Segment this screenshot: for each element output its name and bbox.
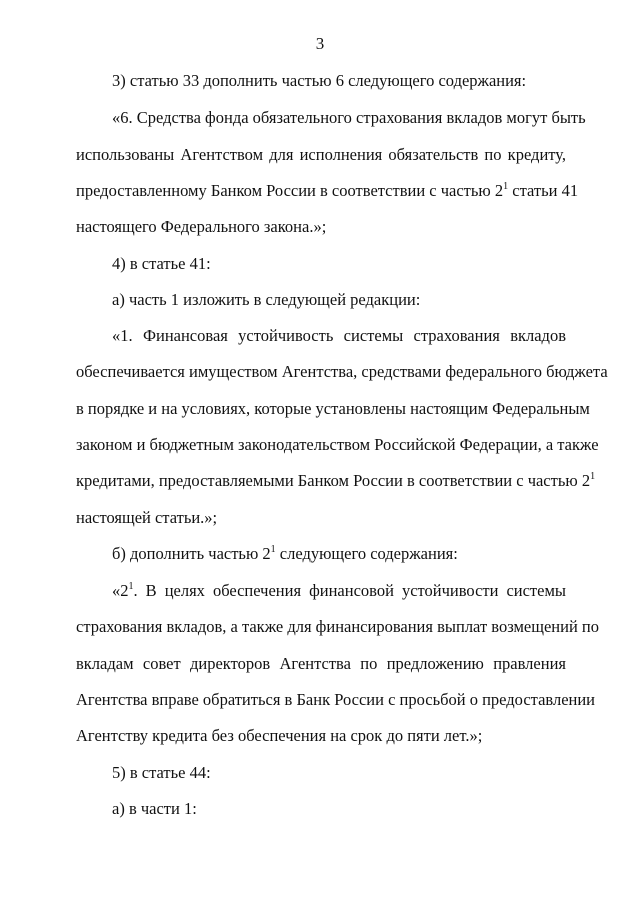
paragraph-line: настоящего Федерального закона.»;	[76, 217, 327, 236]
page-number: 3	[315, 34, 325, 53]
paragraph-line: 4) в статье 41:	[112, 254, 211, 273]
paragraph-line	[76, 471, 596, 491]
paragraph-line	[112, 581, 566, 601]
paragraph-line	[76, 181, 579, 201]
line-text: предоставленному Банком России в соответствии с частью 2	[76, 181, 504, 200]
line-text: статьи 41	[508, 181, 579, 200]
paragraph-line: настоящей статьи.»;	[76, 508, 218, 527]
line-text: б) дополнить частью 2	[112, 544, 271, 563]
superscript: 1	[128, 581, 134, 592]
line-text: кредитами, предоставляемыми Банком России в соответствии с частью 2	[76, 471, 591, 490]
paragraph-line: в порядке и на условиях, которые установлены настоящим Федеральным	[76, 399, 590, 418]
paragraph-line: вкладам совет директоров Агентства по предложению правления	[76, 654, 566, 673]
paragraph-line: Агентства вправе обратиться в Банк России с просьбой о предоставлении	[76, 690, 596, 709]
paragraph-line: 5) в статье 44:	[112, 763, 211, 782]
line-text: «2	[112, 581, 129, 600]
paragraph-line: обеспечивается имуществом Агентства, средствами федерального бюджета	[76, 362, 608, 381]
paragraph-line	[112, 544, 458, 564]
paragraph-line: 3) статью 33 дополнить частью 6 следующего содержания:	[112, 71, 527, 90]
paragraph-line: Агентству кредита без обеспечения на срок до пяти лет.»;	[76, 726, 483, 745]
paragraph-line: а) часть 1 изложить в следующей редакции:	[112, 290, 421, 309]
paragraph-line: страхования вкладов, а также для финансирования выплат возмещений по	[76, 617, 599, 636]
superscript: 1	[503, 181, 509, 192]
paragraph-line: законом и бюджетным законодательством Российской Федерации, а также	[76, 435, 599, 454]
paragraph-line: а) в части 1:	[112, 799, 197, 818]
paragraph-line: «1. Финансовая устойчивость системы страхования вкладов	[112, 326, 566, 345]
paragraph-line: «6. Средства фонда обязательного страхования вкладов могут быть	[112, 108, 586, 127]
superscript: 1	[270, 544, 276, 555]
line-text: следующего содержания:	[275, 544, 458, 563]
superscript: 1	[590, 471, 596, 482]
paragraph-line: использованы Агентством для исполнения обязательств по кредиту,	[76, 145, 566, 164]
line-text: . В целях обеспечения финансовой устойчивости системы	[133, 581, 566, 600]
